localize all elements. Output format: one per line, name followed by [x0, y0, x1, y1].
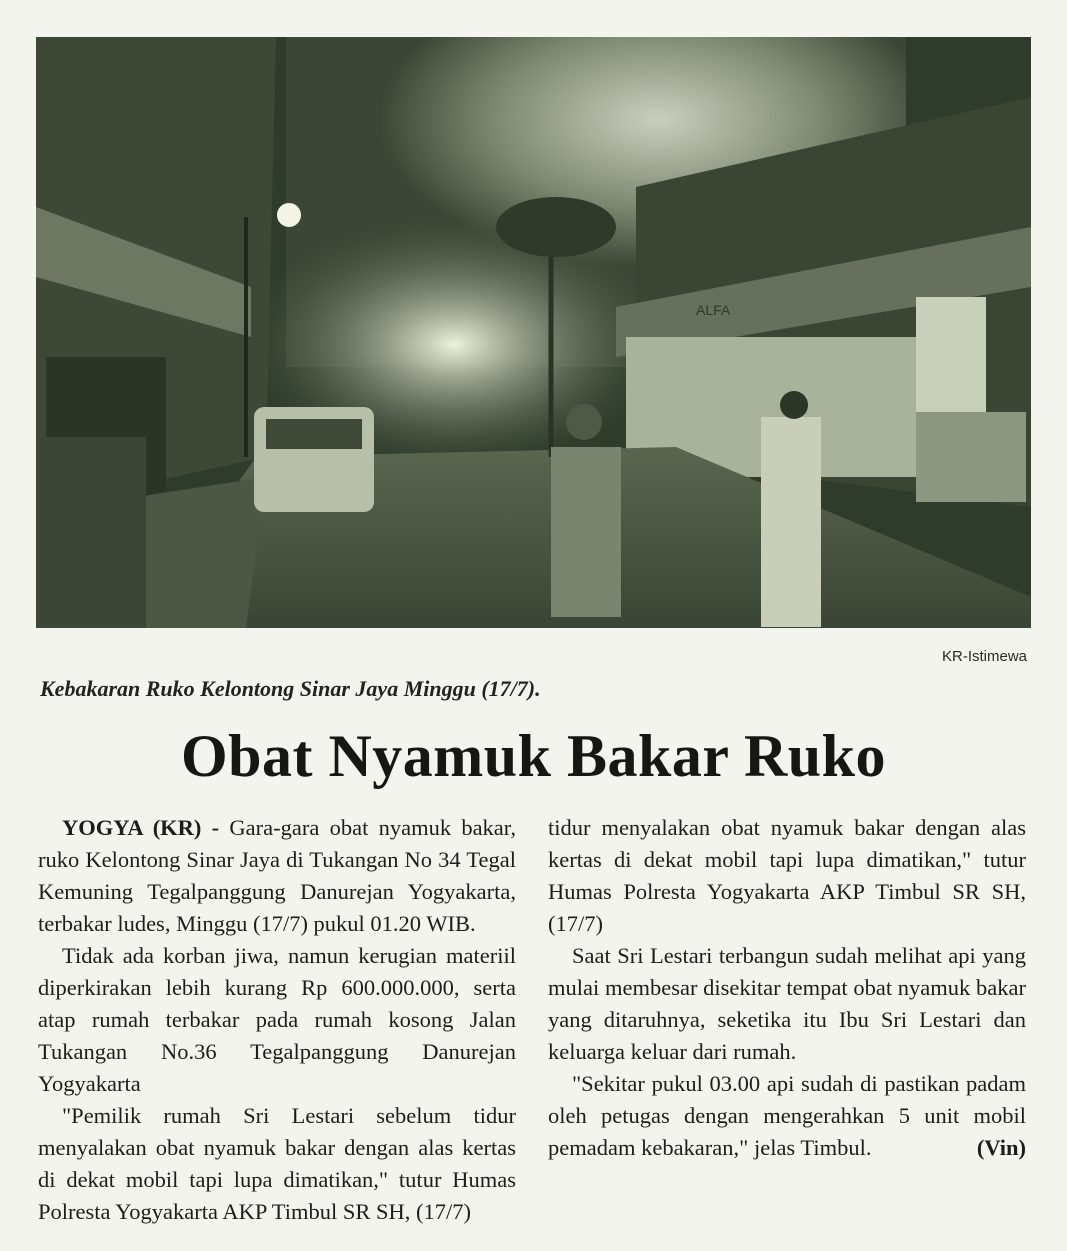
article-paragraph: "Pemilik rumah Sri Lestari sebelum tidur menyalakan obat nyamuk bakar dengan alas kertas di dekat mobil tapi lupa dimatikan," tutur Humas Polresta Yogyakarta AKP Timbul SR SH, (17/7): [38, 1103, 516, 1224]
street-fire-photo: [36, 37, 1031, 628]
article-paragraph: [38, 812, 516, 940]
store-sign-text: ALFA: [696, 302, 731, 318]
article-paragraph: [548, 1068, 1026, 1164]
news-photo: [36, 37, 1031, 628]
article-paragraph: Tidak ada korban jiwa, namun kerugian materiil diperkirakan lebih kurang Rp 600.000.000, serta atap rumah terbakar pada rumah kosong Jalan Tukangan No.36 Tegalpanggung Danurejan Yogyakarta: [38, 943, 516, 1096]
article-headline: Obat Nyamuk Bakar Ruko: [180, 723, 887, 789]
photo-credit: KR-Istimewa: [941, 648, 1027, 665]
article-column-left: [38, 812, 517, 1224]
dateline: YOGYA (KR) -: [62, 815, 220, 840]
photo-caption: Kebakaran Ruko Kelontong Sinar Jaya Minggu (17/7).: [40, 676, 541, 701]
article-column-right: [548, 812, 1026, 1164]
author-signoff: (Vin): [976, 1135, 1026, 1160]
paragraph-text: "Sekitar pukul 03.00 api sudah di pastikan padam oleh petugas dengan mengerahkan 5 unit mobil pemadam kebakaran," jelas Timbul.: [548, 1071, 1026, 1160]
article-paragraph-continued: tidur menyalakan obat nyamuk bakar dengan alas kertas di dekat mobil tapi lupa dimatikan," tutur Humas Polresta Yogyakarta AKP Timbul SR SH, (17/7): [548, 815, 1026, 936]
paragraph-text: Gara-gara obat nyamuk bakar, ruko Kelontong Sinar Jaya di Tukangan No 34 Tegal Kemuning Tegalpanggung Danurejan Yogyakarta, terbakar ludes, Minggu (17/7) pukul 01.20 WIB.: [38, 815, 517, 936]
article-paragraph: Saat Sri Lestari terbangun sudah melihat api yang mulai membesar disekitar tempat obat nyamuk bakar yang ditaruhnya, seketika itu Ibu Sri Lestari dan keluarga keluar dari rumah.: [548, 943, 1026, 1064]
